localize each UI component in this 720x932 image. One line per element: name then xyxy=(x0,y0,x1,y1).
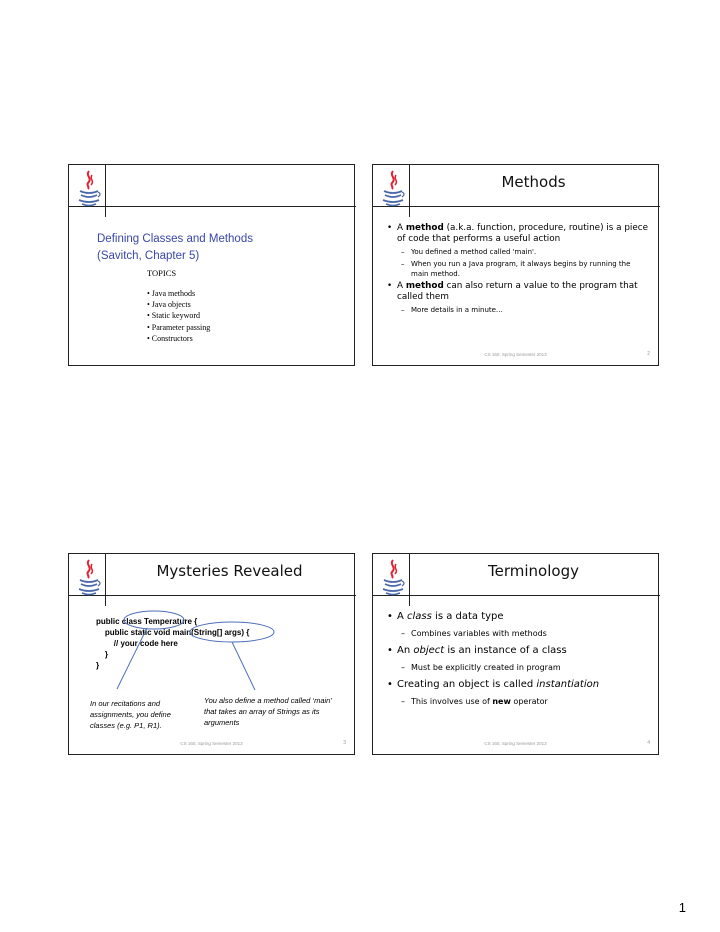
pointer-line xyxy=(117,628,147,689)
slide-title: Methods xyxy=(501,173,566,191)
code-snippet: public class Temperature { public static void main(String[] args) { // your code here } } xyxy=(96,617,250,670)
slide-divider-horizontal xyxy=(373,206,660,207)
annotation-main: You also define a method called ‘main’ that takes an array of Strings as its arguments xyxy=(204,696,332,727)
bullet-list xyxy=(387,610,648,712)
annotation-classes: In our recitations and assignments, you define classes (e.g. P1, R1). xyxy=(90,699,171,730)
slide-divider-vertical xyxy=(105,165,106,217)
deck-title: Defining Classes and Methods (Savitch, Chapter 5) xyxy=(97,233,253,262)
sub-bullet: – More details in a minute… xyxy=(401,306,503,314)
sub-bullet: – Combines variables with methods xyxy=(401,629,547,638)
bullet: • Creating an object is called instantiation xyxy=(387,679,600,690)
bullet: • A method can also return a value to the program that called them xyxy=(387,281,638,302)
topics-list xyxy=(147,288,210,344)
slide-3 xyxy=(68,553,355,755)
class-name-highlight xyxy=(124,611,184,629)
java-coffee-icon xyxy=(380,558,406,598)
slide-1 xyxy=(68,164,355,366)
slide-footer: CS 160, Spring Semester 2013 xyxy=(484,741,547,746)
bullet: • An object is an instance of a class xyxy=(387,645,567,656)
topics-heading: TOPICS xyxy=(147,268,177,278)
list-item: • Parameter passing xyxy=(147,322,211,332)
java-coffee-icon xyxy=(76,169,102,209)
slide-footer: CS 160, Spring Semester 2013 xyxy=(180,741,243,746)
list-item: • Static keyword xyxy=(147,311,201,321)
slide-title: Mysteries Revealed xyxy=(156,562,303,580)
slide-title: Terminology xyxy=(488,562,579,580)
main-method-highlight xyxy=(190,622,274,642)
list-item: • Java objects xyxy=(147,300,191,310)
list-item: • Constructors xyxy=(147,333,193,343)
slide-2 xyxy=(372,164,659,366)
bullet: • A class is a data type xyxy=(387,611,504,622)
slide-divider-horizontal xyxy=(373,595,660,596)
slide-page-number: 4 xyxy=(647,740,650,746)
sub-bullet: – Must be explicitly created in program xyxy=(401,663,561,672)
bullet: • A method (a.k.a. function, procedure, routine) is a piece of code that performs a useful action xyxy=(387,223,649,244)
bullet-list xyxy=(387,223,648,317)
list-item: • Java methods xyxy=(147,289,196,298)
slide-page-number: 3 xyxy=(343,740,346,746)
slide-4 xyxy=(372,553,659,755)
pointer-line xyxy=(232,642,255,690)
sub-bullet: – You defined a method called 'main'. xyxy=(401,248,537,256)
java-coffee-icon xyxy=(380,169,406,209)
sub-bullet: – This involves use of new operator xyxy=(401,697,548,706)
slide-divider-horizontal xyxy=(69,206,356,207)
slide-footer: CS 160, Spring Semester 2013 xyxy=(484,352,547,357)
slide-page-number: 2 xyxy=(647,351,650,357)
sheet-page-number: 1 xyxy=(678,900,686,915)
sub-bullet: – When you run a Java program, it always begins by running the main method. xyxy=(401,260,631,278)
